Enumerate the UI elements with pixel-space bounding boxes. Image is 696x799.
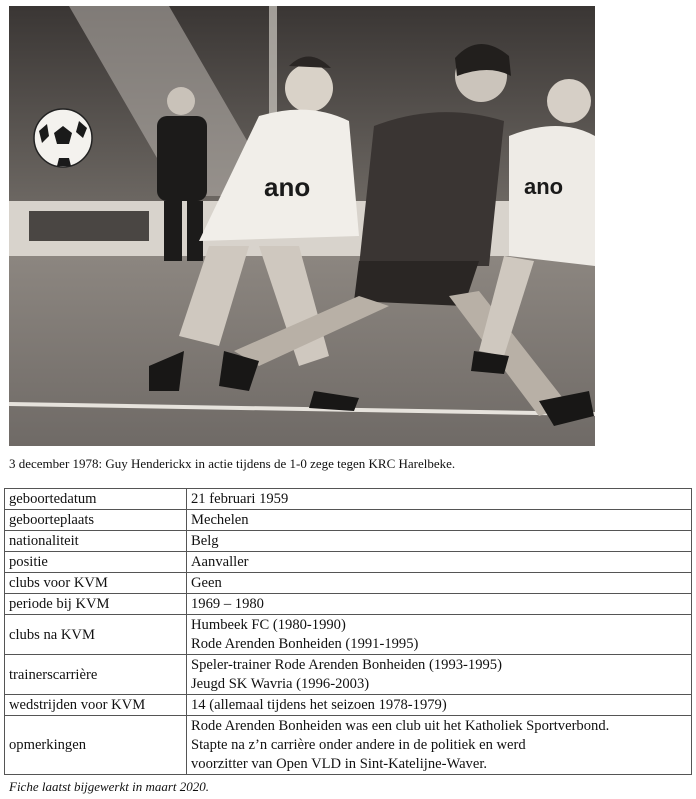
table-row (5, 615, 692, 655)
row-label: periode bij KVM (5, 594, 187, 615)
row-value (187, 531, 692, 552)
row-value (187, 655, 692, 695)
player-fiche-table (4, 488, 692, 775)
row-label: opmerkingen (5, 716, 187, 775)
football (34, 109, 92, 167)
value-line: 14 (allemaal tijdens het seizoen 1978-1979) (191, 697, 447, 713)
value-line: Belg (191, 533, 219, 549)
value-line: Stapte na z’n carrière onder andere in de politiek en werd (191, 737, 526, 753)
row-label: nationaliteit (5, 531, 187, 552)
value-line: 1969 – 1980 (191, 596, 264, 612)
value-line: Aanvaller (191, 554, 249, 570)
table-row (5, 716, 692, 775)
row-value (187, 594, 692, 615)
value-line: Jeugd SK Wavria (1996-2003) (191, 676, 370, 692)
value-line: Humbeek FC (1980-1990) (191, 617, 346, 633)
table-row (5, 655, 692, 695)
match-photo (9, 6, 595, 446)
row-value (187, 510, 692, 531)
table-row (5, 531, 692, 552)
table-row (5, 552, 692, 573)
value-line: Rode Arenden Bonheiden was een club uit het Katholiek Sportverbond. (191, 718, 610, 734)
shirt-sponsor-text-2: ano (524, 174, 564, 199)
table-row (5, 695, 692, 716)
value-line: voorzitter van Open VLD in Sint-Katelijne-Waver. (191, 756, 488, 772)
shirt-sponsor-text: ano (264, 172, 311, 202)
row-label: positie (5, 552, 187, 573)
table-row (5, 489, 692, 510)
photo-caption: 3 december 1978: Guy Henderickx in actie tijdens de 1-0 zege tegen KRC Harelbeke. (9, 456, 456, 471)
table-row (5, 573, 692, 594)
row-value (187, 489, 692, 510)
row-label: geboorteplaats (5, 510, 187, 531)
value-line: Speler-trainer Rode Arenden Bonheiden (1993-1995) (191, 657, 502, 673)
update-note: Fiche laatst bijgewerkt in maart 2020. (9, 779, 210, 794)
row-value (187, 695, 692, 716)
table-row (5, 510, 692, 531)
row-label: geboortedatum (5, 489, 187, 510)
row-label: clubs na KVM (5, 615, 187, 655)
value-line: Geen (191, 575, 222, 591)
value-line: Rode Arenden Bonheiden (1991-1995) (191, 636, 419, 652)
row-label: wedstrijden voor KVM (5, 695, 187, 716)
row-value (187, 573, 692, 594)
row-value (187, 615, 692, 655)
row-label: trainerscarrière (5, 655, 187, 695)
row-label: clubs voor KVM (5, 573, 187, 594)
table-row (5, 594, 692, 615)
value-line: 21 februari 1959 (191, 491, 289, 507)
row-value (187, 716, 692, 775)
value-line: Mechelen (191, 512, 249, 528)
row-value (187, 552, 692, 573)
